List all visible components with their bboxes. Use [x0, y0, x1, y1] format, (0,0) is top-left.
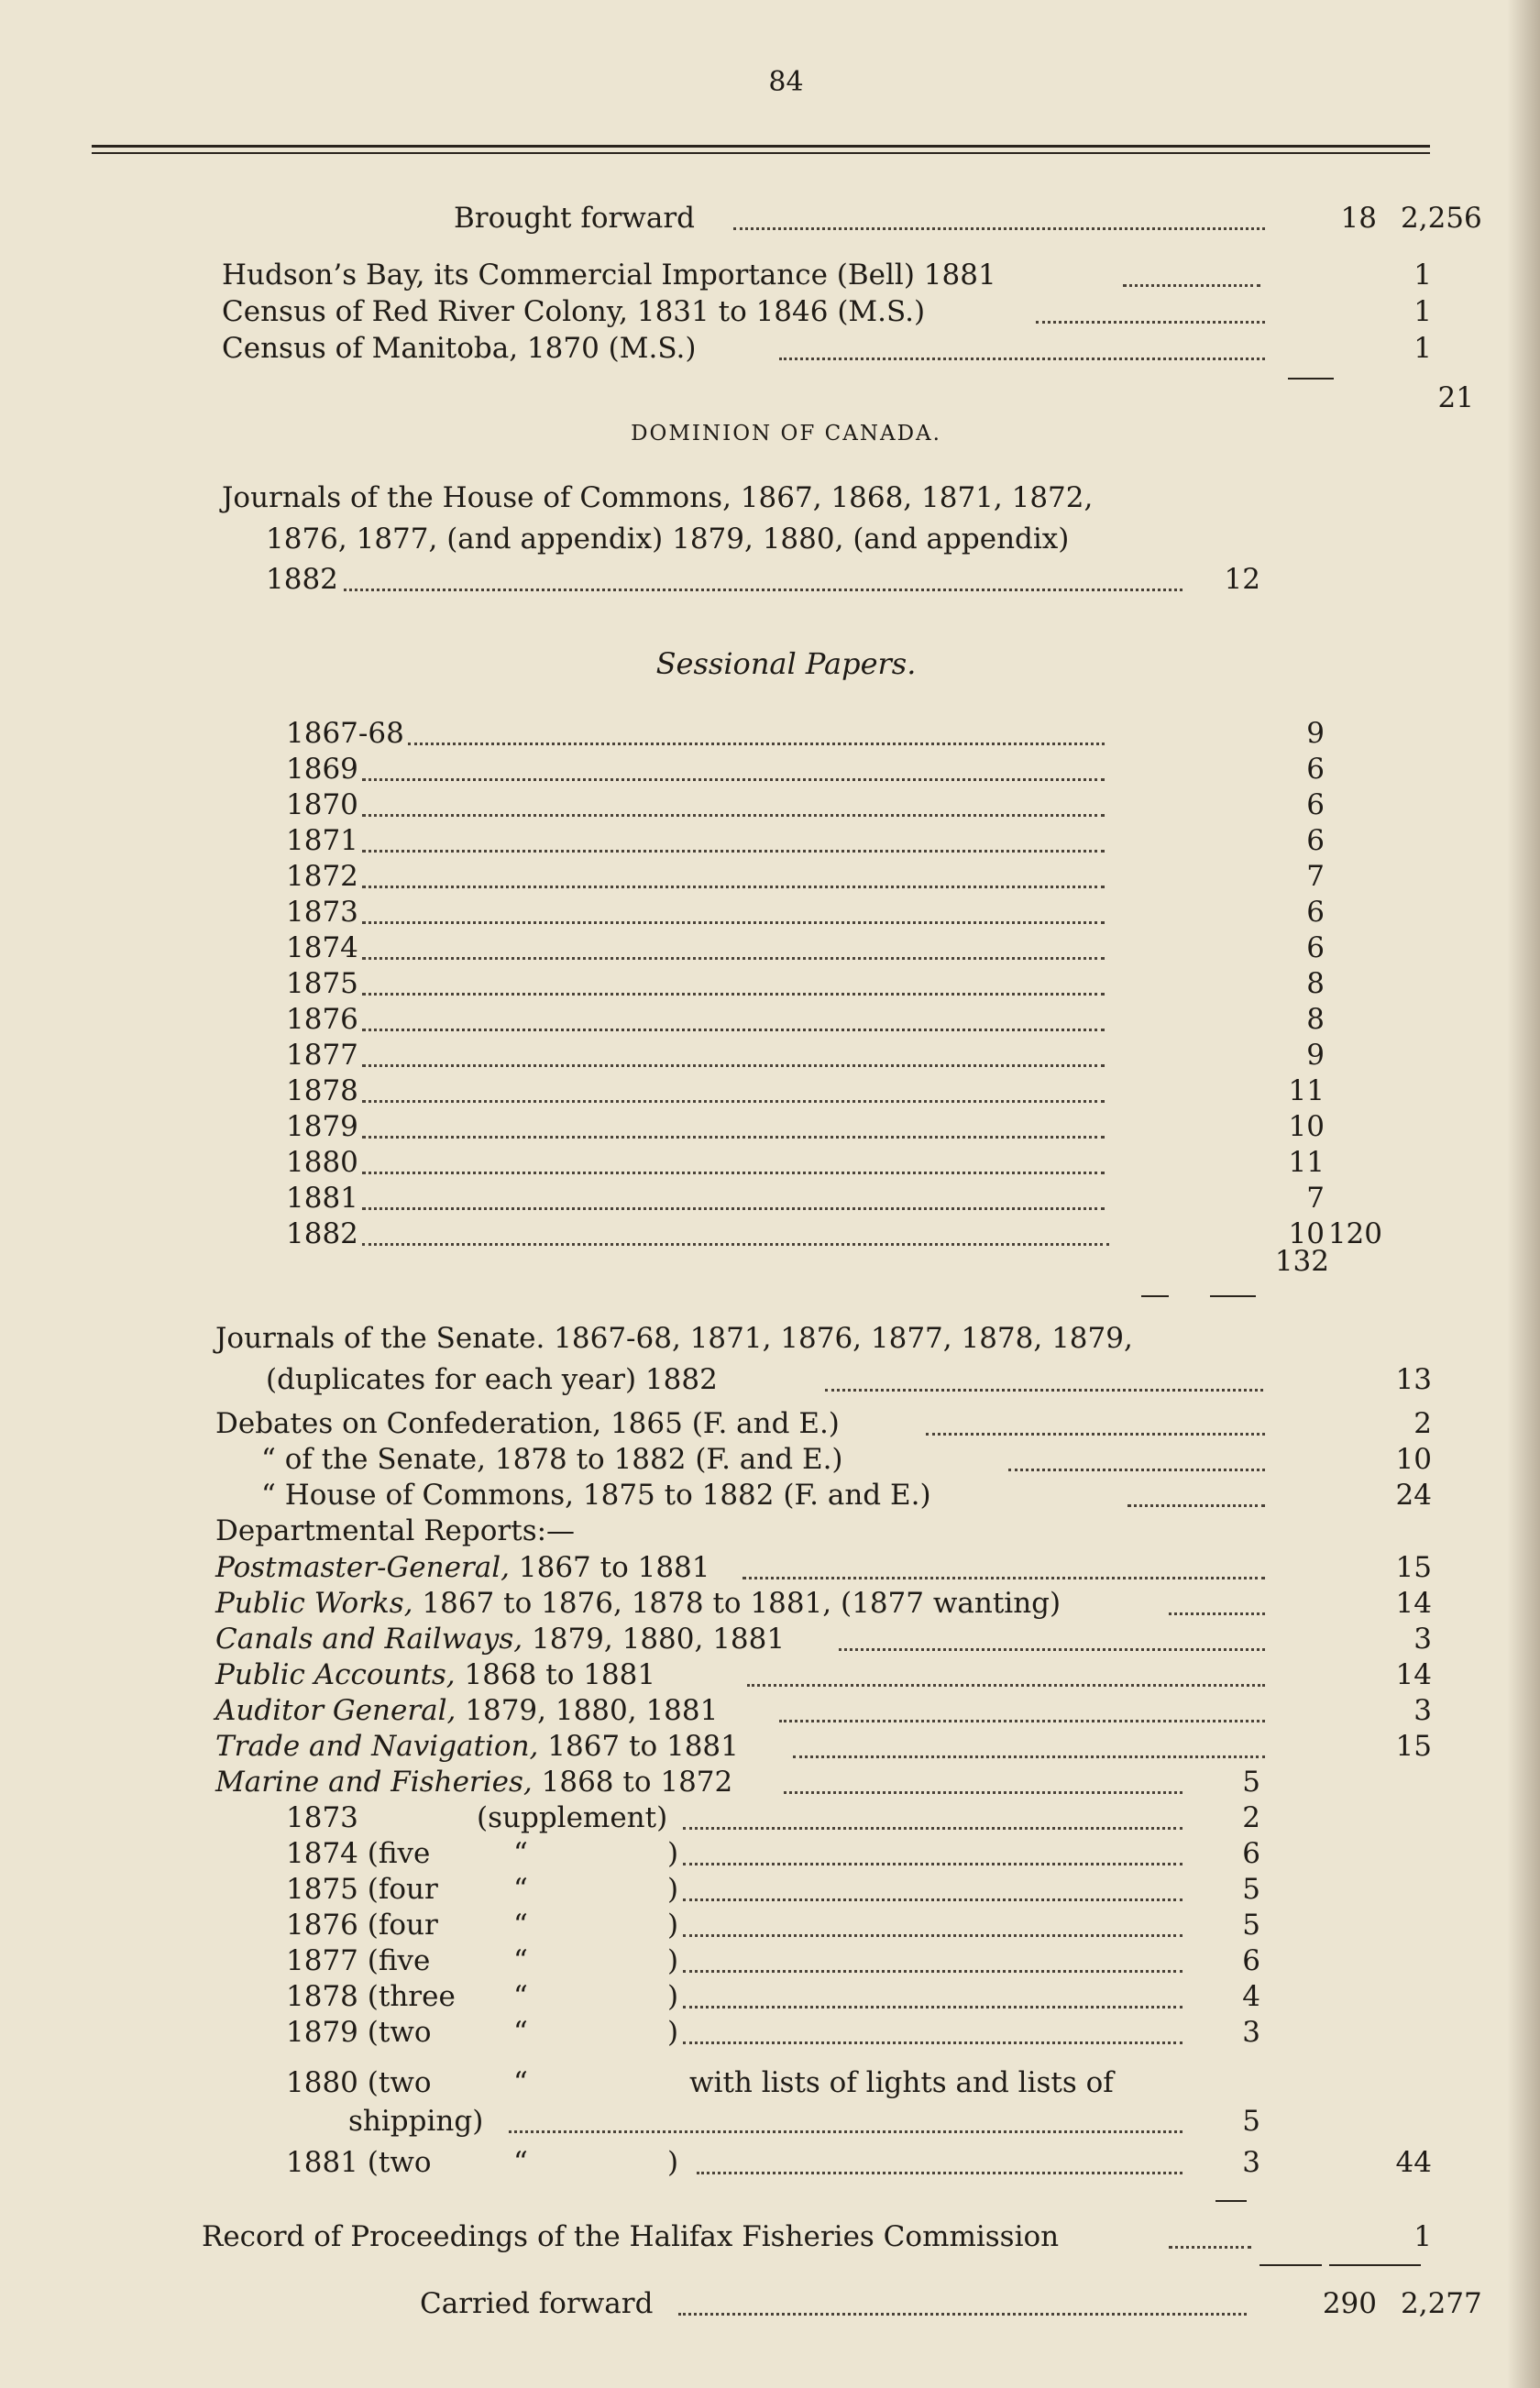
list-item: [0, 1180, 1540, 1216]
leader-dots: [784, 1775, 1182, 1794]
row-label: Brought forward: [454, 202, 695, 235]
leader-dots: [683, 2025, 1182, 2044]
section-heading: DOMINION OF CANADA.: [631, 422, 941, 446]
report-years: 1879, 1880, 1881: [456, 1694, 719, 1727]
leader-dots: [747, 1667, 1265, 1687]
row-label: Journals of the Senate. 1867-68, 1871, 1876, 1877, 1878, 1879,: [215, 1322, 1133, 1355]
list-item: [0, 1073, 1540, 1109]
list-item: [0, 330, 1540, 367]
list-item: [0, 1764, 1540, 1800]
list-item: [0, 1621, 1540, 1657]
leader-dots: [1008, 1452, 1265, 1471]
row-year: 1878: [286, 1980, 358, 2013]
row-year: 1880: [286, 2066, 358, 2099]
value: 5: [1242, 1909, 1260, 1942]
value: 8: [1306, 967, 1325, 1000]
list-item: [0, 1799, 1540, 1836]
list-item: [0, 1320, 1540, 1357]
leader-dots: [683, 1953, 1182, 1973]
sessional-total: 120: [1327, 1217, 1382, 1250]
value: 9: [1306, 717, 1325, 750]
row-label: Census of Red River Colony, 1831 to 1846 (M.S.): [222, 295, 926, 328]
report-years: 1867 to 1881: [510, 1551, 710, 1584]
list-item: [0, 930, 1540, 966]
value-col-a: 18: [1340, 202, 1377, 235]
list-item: 1879 (two “ ) 3: [286, 2016, 1260, 2049]
sum-rule: [1260, 2264, 1322, 2266]
row-mark: “: [513, 2066, 528, 2099]
row-year: 1876: [286, 1909, 358, 1942]
leader-dots: [742, 1560, 1265, 1579]
report-title: Postmaster-General,: [215, 1551, 511, 1584]
row-mark: (supplement): [477, 1801, 668, 1834]
list-item: [0, 1144, 1540, 1181]
list-item: [0, 1656, 1540, 1693]
leader-dots: [1128, 1488, 1265, 1507]
value: 2: [1242, 1801, 1260, 1834]
leader-dots: [793, 1739, 1265, 1758]
value: 7: [1306, 1182, 1325, 1215]
value: 10: [1395, 1443, 1432, 1476]
row-year: 1870: [286, 788, 358, 821]
row-year: 1877: [286, 1944, 358, 1977]
row-year: 1878: [286, 1074, 358, 1107]
leader-dots: [362, 905, 1105, 924]
row-note: shipping): [348, 2105, 484, 2138]
list-item: [0, 2064, 1540, 2101]
value: 1: [1414, 259, 1432, 292]
list-item: [0, 293, 1540, 330]
marine-total: 44: [1395, 2146, 1432, 2179]
list-item: [0, 894, 1540, 930]
row-count: (four: [367, 1873, 438, 1906]
row-year: 1879: [286, 1110, 358, 1143]
value: 13: [1395, 1363, 1432, 1396]
row-label: Census of Manitoba, 1870 (M.S.): [222, 332, 697, 365]
leader-dots: [344, 572, 1182, 591]
row-label: Hudson’s Bay, its Commercial Importance (Bell) 1881: [222, 259, 996, 292]
row-count: (two: [367, 2066, 432, 2099]
row-count: (three: [367, 1980, 456, 2013]
row-year: 1874: [286, 931, 358, 964]
report-years: 1867 to 1881: [538, 1730, 739, 1763]
leader-dots: [697, 2155, 1182, 2174]
sum-rule: [1141, 1295, 1169, 1297]
value: 7: [1306, 860, 1325, 893]
leader-dots: [825, 1372, 1263, 1392]
value-col-b: 2,256: [1401, 202, 1482, 235]
row-count: (five: [367, 1944, 431, 1977]
row-note: with lists of lights and lists of: [689, 2066, 1114, 2099]
row-year: 1869: [286, 753, 358, 786]
carried-forward-row: [0, 2285, 1540, 2322]
subtotal-row: [0, 380, 1540, 416]
leader-dots: [678, 2296, 1247, 2316]
row-year: 1881: [286, 1182, 358, 1215]
sum-rule: [1210, 1295, 1256, 1297]
row-count: (four: [367, 1909, 438, 1942]
leader-dots: [362, 976, 1105, 996]
leader-dots: [683, 1882, 1182, 1901]
list-item: [0, 521, 1540, 557]
leader-dots: [408, 726, 1105, 745]
value: 1: [1414, 2220, 1432, 2253]
list-item: [0, 1585, 1540, 1622]
value: 5: [1242, 1766, 1260, 1799]
value: 15: [1395, 1551, 1432, 1584]
value: 3: [1242, 2016, 1260, 2049]
row-label: 1876, 1877, (and appendix) 1879, 1880, (and appendix): [266, 523, 1070, 556]
leader-dots: [362, 1191, 1105, 1210]
value: 6: [1242, 1837, 1260, 1870]
value: 14: [1395, 1587, 1432, 1620]
leader-dots: [362, 1084, 1105, 1103]
row-year: 1871: [286, 824, 358, 857]
list-item: [0, 858, 1540, 895]
leader-dots: [683, 1846, 1182, 1865]
row-mark: “: [513, 1980, 528, 2013]
row-year: 1875: [286, 1873, 358, 1906]
value: 6: [1306, 788, 1325, 821]
leader-dots: [839, 1632, 1265, 1651]
list-item: 1874 (five “ ) 6: [286, 1837, 1260, 1870]
leader-dots: [362, 762, 1105, 781]
leader-dots: [1169, 2229, 1251, 2249]
leader-dots: [1036, 304, 1265, 324]
value: 12: [1224, 563, 1260, 596]
row-year: 1875: [286, 967, 358, 1000]
page-number: 84: [768, 66, 804, 98]
leader-dots: [509, 2114, 1182, 2133]
leader-dots: [926, 1416, 1265, 1436]
brought-forward-row: [0, 200, 1540, 237]
row-label: 1882: [266, 563, 338, 596]
row-mark: “: [513, 1873, 528, 1906]
value: 6: [1306, 824, 1325, 857]
row-year: 1880: [286, 1146, 358, 1179]
report-title: Public Works,: [215, 1587, 413, 1620]
row-mark: “: [513, 2016, 528, 2049]
list-item: [0, 1692, 1540, 1729]
list-item: [0, 1549, 1540, 1586]
value: 6: [1306, 931, 1325, 964]
list-item: [0, 822, 1540, 859]
report-title: Auditor General,: [215, 1694, 456, 1727]
leader-dots: [683, 1989, 1182, 2008]
report-title: Trade and Navigation,: [215, 1730, 539, 1763]
leader-dots: [1123, 268, 1260, 287]
row-count: (five: [367, 1837, 431, 1870]
value: 3: [1414, 1694, 1432, 1727]
value: 5: [1242, 2105, 1260, 2138]
value-col-b: 2,277: [1401, 2287, 1482, 2320]
value: 6: [1306, 896, 1325, 929]
row-year: 1873: [286, 1801, 358, 1834]
sum-rule: [1329, 2264, 1421, 2266]
list-item: [0, 479, 1540, 516]
row-year: 1879: [286, 2016, 358, 2049]
row-year: 1881: [286, 2146, 358, 2179]
list-item: 1876 (four “ ) 5: [286, 1909, 1260, 1942]
leader-dots: [362, 798, 1105, 817]
list-item: 1877 (five “ ) 6: [286, 1944, 1260, 1977]
value-col-a: 290: [1322, 2287, 1377, 2320]
header-rule: [92, 145, 1430, 148]
leader-dots: [1169, 1596, 1265, 1615]
sum-rule: [1216, 2200, 1247, 2202]
value: 6: [1306, 753, 1325, 786]
list-item: [0, 1728, 1540, 1765]
leader-dots: [362, 833, 1105, 853]
header-rule: [92, 152, 1430, 154]
value: 14: [1395, 1658, 1432, 1691]
row-label: Departmental Reports:—: [215, 1514, 576, 1547]
row-label: Record of Proceedings of the Halifax Fisheries Commission: [202, 2220, 1060, 2253]
list-item: [0, 1513, 1540, 1549]
list-item: [0, 1037, 1540, 1073]
row-label: Carried forward: [420, 2287, 654, 2320]
value: 10: [1288, 1110, 1325, 1143]
list-item: [0, 965, 1540, 1002]
leader-dots: [683, 1810, 1182, 1830]
row-mark: “: [513, 1909, 528, 1942]
list-item: [0, 751, 1540, 787]
leader-dots: [362, 1155, 1105, 1174]
report-years: 1868 to 1872: [532, 1766, 733, 1799]
value: 11: [1288, 1074, 1325, 1107]
report-title: Public Accounts,: [215, 1658, 456, 1691]
leader-dots: [362, 1012, 1105, 1031]
report-title: Canals and Railways,: [215, 1623, 523, 1656]
leader-dots: [362, 1048, 1105, 1067]
value: 10: [1288, 1217, 1325, 1250]
list-item: [0, 1477, 1540, 1513]
section-heading: Sessional Papers.: [655, 646, 917, 681]
leader-dots: [362, 1119, 1105, 1139]
leader-dots: [362, 941, 1105, 960]
row-year: 1867-68: [286, 717, 404, 750]
value: 2: [1414, 1407, 1432, 1440]
value: 9: [1306, 1039, 1325, 1072]
list-item: [0, 561, 1540, 598]
sessional-grand-total: 132: [1274, 1245, 1329, 1278]
leader-dots: [733, 211, 1265, 230]
row-label: “ House of Commons, 1875 to 1882 (F. and E.): [261, 1479, 931, 1512]
row-count: (two: [367, 2016, 432, 2049]
value: 6: [1242, 1944, 1260, 1977]
report-title: Marine and Fisheries,: [215, 1766, 533, 1799]
row-mark: “: [513, 1837, 528, 1870]
list-item: [0, 787, 1540, 823]
row-mark: “: [513, 1944, 528, 1977]
list-item: [0, 1108, 1540, 1145]
value: 4: [1242, 1980, 1260, 2013]
row-year: 1882: [286, 1217, 358, 1250]
leader-dots: [779, 1703, 1265, 1722]
leader-dots: [362, 869, 1105, 888]
value: 3: [1242, 2146, 1260, 2179]
row-label: “ of the Senate, 1878 to 1882 (F. and E.): [261, 1443, 843, 1476]
list-item: 1878 (three “ ) 4: [286, 1980, 1260, 2013]
value: 15: [1395, 1730, 1432, 1763]
list-item: [0, 2218, 1540, 2255]
list-item: [0, 715, 1540, 752]
value: 5: [1242, 1873, 1260, 1906]
list-item: [0, 2103, 1540, 2140]
row-label: Journals of the House of Commons, 1867, 1868, 1871, 1872,: [222, 481, 1094, 514]
list-item: [0, 1441, 1540, 1478]
row-label: Debates on Confederation, 1865 (F. and E.): [215, 1407, 840, 1440]
list-item: 1881 (two “ ) 3 44: [286, 2146, 1432, 2179]
report-years: 1868 to 1881: [455, 1658, 656, 1691]
row-count: (two: [367, 2146, 432, 2179]
list-item: [0, 1405, 1540, 1442]
value: 3: [1414, 1623, 1432, 1656]
subtotal-value: 21: [1437, 381, 1474, 414]
list-item: [0, 1361, 1540, 1398]
list-item: [0, 257, 1540, 293]
value: 1: [1414, 332, 1432, 365]
value: 8: [1306, 1003, 1325, 1036]
row-year: 1873: [286, 896, 358, 929]
leader-dots: [779, 341, 1265, 360]
leader-dots: [683, 1918, 1182, 1937]
value: 11: [1288, 1146, 1325, 1179]
row-year: 1877: [286, 1039, 358, 1072]
value: 1: [1414, 295, 1432, 328]
value: 24: [1395, 1479, 1432, 1512]
row-year: 1872: [286, 860, 358, 893]
list-item: [0, 1001, 1540, 1038]
report-years: 1879, 1880, 1881: [522, 1623, 786, 1656]
row-mark: “: [513, 2146, 528, 2179]
row-year: 1874: [286, 1837, 358, 1870]
row-year: 1876: [286, 1003, 358, 1036]
report-years: 1867 to 1876, 1878 to 1881, (1877 wanting): [412, 1587, 1062, 1620]
list-item: 1875 (four “ ) 5: [286, 1873, 1260, 1906]
row-label: (duplicates for each year) 1882: [266, 1363, 718, 1396]
